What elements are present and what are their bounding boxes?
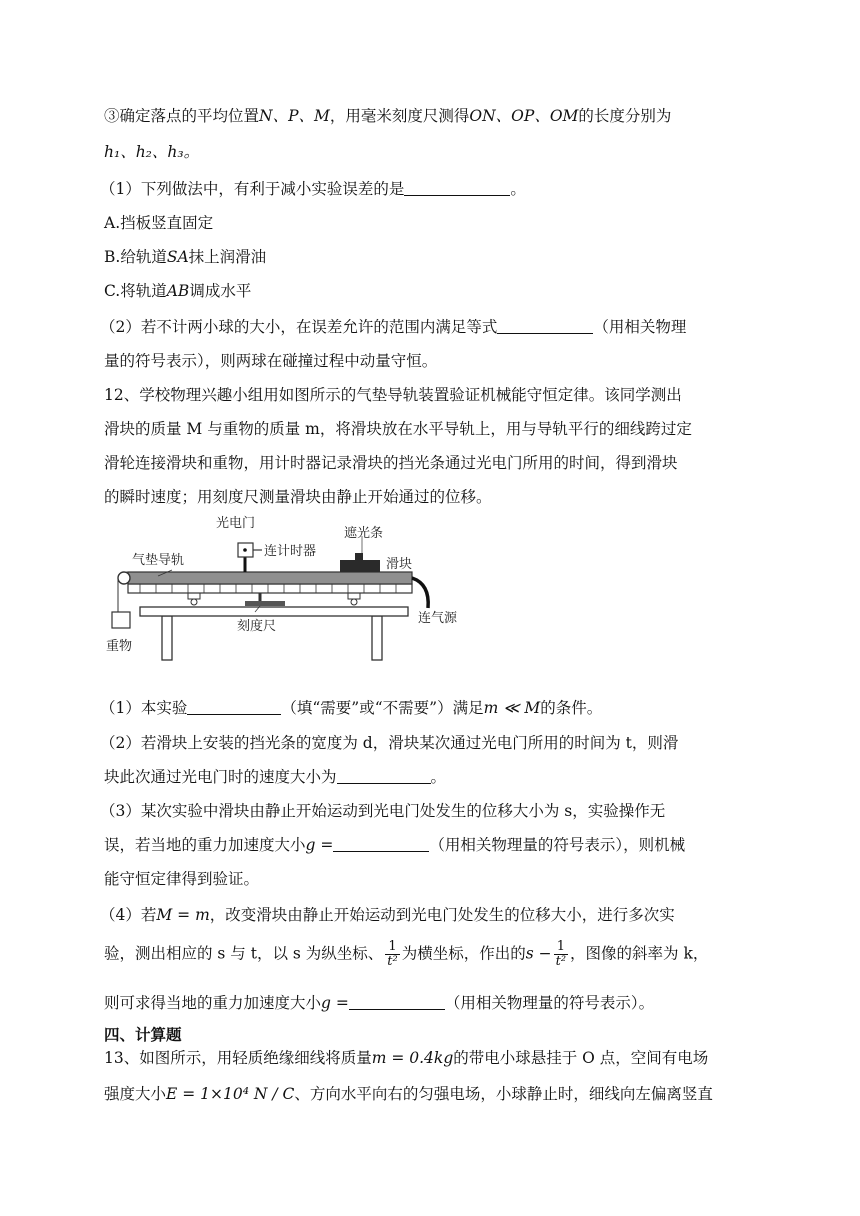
answer-blank[interactable] (187, 698, 281, 715)
label-shade: 遮光条 (344, 526, 384, 541)
q12-part2-line2: 块此次通过光电门时的速度大小为 。 (104, 768, 447, 786)
answer-blank[interactable] (497, 317, 593, 334)
q12-line1: 12、学校物理兴趣小组用如图所示的气垫导轨装置验证机械能守恒定律。该同学测出 (104, 386, 682, 404)
ruler-bar (245, 601, 285, 606)
q11-option-a: A.挡板竖直固定 (104, 214, 214, 232)
q12-line3: 滑轮连接滑块和重物，用计时器记录滑块的挡光条通过光电门所用的时间，得到滑块 (104, 454, 678, 472)
label-weight: 重物 (106, 639, 133, 654)
slider-block (340, 560, 380, 572)
q11-step3-line1: ③确定落点的平均位置N、P、M，用毫米刻度尺测得ON、OP、OM的长度分别为 (104, 107, 672, 125)
answer-blank[interactable] (404, 179, 510, 196)
q11-step3-line2: h₁、h₂、h₃。 (104, 143, 200, 161)
air-track (128, 572, 412, 584)
q12-part4-line1: （4）若M = m，改变滑块由静止开始运动到光电门处发生的位移大小，进行多次实 (100, 906, 675, 924)
label-track: 气垫导轨 (132, 553, 185, 568)
fraction-1-over-t2: $\frac{1}{\text{t²}}$ (387, 939, 398, 969)
q11-option-b: B.给轨道SA抹上润滑油 (104, 248, 267, 266)
q11-part2-line1: （2）若不计两小球的大小，在误差允许的范围内满足等式 （用相关物理 (100, 318, 687, 336)
q12-line2: 滑块的质量 M 与重物的质量 m，将滑块放在水平导轨上，用与导轨平行的细线跨过定 (104, 420, 692, 438)
q11-option-c: C.将轨道AB调成水平 (104, 282, 252, 300)
q12-part4-line3: 则可求得当地的重力加速度大小g = （用相关物理量的符号表示）。 (104, 994, 655, 1012)
q12-line4: 的瞬时速度；用刻度尺测量滑块由静止开始通过的位移。 (104, 488, 492, 506)
table-leg-left (162, 616, 172, 660)
air-hose (412, 578, 428, 608)
q12-part1: （1）本实验 （填“需要”或“不需要”）满足m ≪ M的条件。 (100, 699, 603, 717)
label-air: 连气源 (418, 611, 458, 626)
q12-part4-line2: 验，测出相应的 s 与 t，以 s 为纵坐标、 $\frac{1}{\text{t²}}$ 为横坐标，作出的s − $\frac{1}{\text{t²}}$ ，图像的斜率为 k， (104, 939, 709, 969)
shade-strip (355, 553, 363, 560)
rail-base (128, 584, 412, 593)
q12-part3-line3: 能守恒定律得到验证。 (104, 870, 260, 888)
q12-part3-line1: （3）某次实验中滑块由静止开始运动到光电门处发生的位移大小为 s，实验操作无 (100, 802, 666, 820)
table-leg-right (372, 616, 382, 660)
foot-left-knob (191, 599, 197, 605)
answer-blank[interactable] (337, 767, 431, 784)
q13-line1: 13、如图所示，用轻质绝缘细线将质量m = 0.4kg的带电小球悬挂于 O 点，空间有电场 (104, 1049, 709, 1067)
answer-blank[interactable] (349, 993, 445, 1010)
q11-part2-line2: 量的符号表示），则两球在碰撞过程中动量守恒。 (104, 352, 438, 370)
label-ruler: 刻度尺 (237, 619, 277, 634)
label-photogate: 光电门 (216, 516, 256, 531)
foot-right-knob (351, 599, 357, 605)
q11-part1-stem: （1）下列做法中，有利于减小实验误差的是 。 (100, 180, 526, 198)
photogate-dot (243, 548, 247, 552)
answer-blank[interactable] (333, 835, 429, 852)
foot-left (188, 593, 200, 599)
q12-part2-line1: （2）若滑块上安装的挡光条的宽度为 d，滑块某次通过光电门所用的时间为 t，则滑 (100, 734, 679, 752)
foot-right (348, 593, 360, 599)
label-slider: 滑块 (386, 557, 413, 572)
weight-block (112, 612, 130, 628)
q12-part3-line2: 误，若当地的重力加速度大小g = （用相关物理量的符号表示），则机械 (104, 836, 686, 854)
section-heading: 四、计算题 (104, 1026, 182, 1044)
air-track-figure (100, 512, 480, 662)
pulley (118, 572, 130, 584)
label-timer: 连计时器 (264, 544, 317, 559)
table-top (140, 607, 408, 616)
fraction-1-over-t2: $\frac{1}{\text{t²}}$ (555, 939, 567, 969)
q13-line2: 强度大小E = 1×10⁴ N / C、方向水平向右的匀强电场，小球静止时，细线向左偏离竖直 (104, 1085, 713, 1103)
